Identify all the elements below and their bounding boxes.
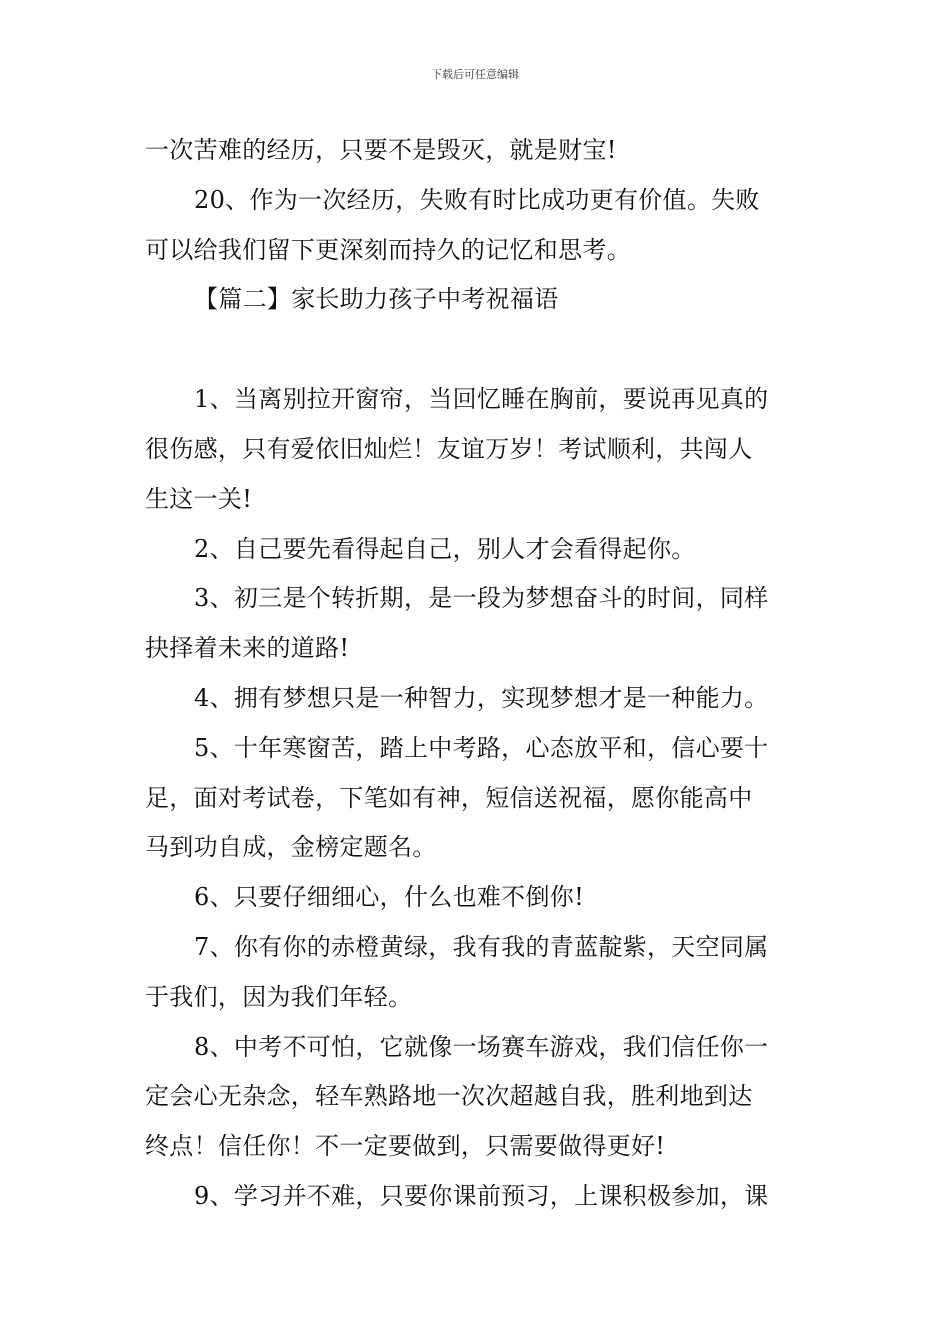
text-line: 8、中考不可怕，它就像一场赛车游戏，我们信任你一 <box>194 1032 769 1061</box>
text-line: 于我们，因为我们年轻。 <box>145 982 413 1011</box>
text-line: 5、十年寒窗苦，踏上中考路，心态放平和，信心要十 <box>194 733 769 762</box>
text-line: 终点！信任你！不一定要做到，只需要做得更好! <box>145 1132 666 1161</box>
text-line: 4、拥有梦想只是一种智力，实现梦想才是一种能力。 <box>194 683 769 712</box>
text-line: 9、学习并不难，只要你课前预习，上课积极参加，课 <box>194 1181 769 1210</box>
text-line: 3、初三是个转折期，是一段为梦想奋斗的时间，同样 <box>194 584 769 613</box>
text-line: 一次苦难的经历，只要不是毁灭，就是财宝! <box>145 136 617 164</box>
blank-line <box>145 325 807 375</box>
text-line: 生这一关! <box>145 484 253 513</box>
text-line: 1、当离别拉开窗帘，当回忆睡在胸前，要说再见真的 <box>194 385 769 414</box>
text-line: 定会心无杂念，轻车熟路地一次次超越自我，胜利地到达 <box>145 1082 753 1111</box>
text-line: 抉择着未来的道路! <box>145 634 350 663</box>
text-line: 足，面对考试卷，下笔如有神，短信送祝福，愿你能高中 <box>145 783 753 812</box>
text-line: 可以给我们留下更深刻而持久的记忆和思考。 <box>145 235 631 264</box>
text-line: 2、自己要先看得起自己，别人才会看得起你。 <box>194 534 696 563</box>
text-line: 马到功自成，金榜定题名。 <box>145 833 437 862</box>
text-line: 6、只要仔细细心，什么也难不倒你! <box>194 883 585 912</box>
section-heading: 【篇二】家长助力孩子中考祝福语 <box>194 285 559 314</box>
document-body <box>145 126 807 1222</box>
text-line: 20、作为一次经历，失败有时比成功更有价值。失败 <box>194 185 760 214</box>
text-line: 很伤感，只有爱依旧灿烂！友谊万岁！考试顺利，共闯人 <box>145 434 753 463</box>
text-line: 7、你有你的赤橙黄绿，我有我的青蓝靛紫，天空同属 <box>194 932 769 961</box>
page-header: 下载后可任意编辑 <box>431 68 519 81</box>
